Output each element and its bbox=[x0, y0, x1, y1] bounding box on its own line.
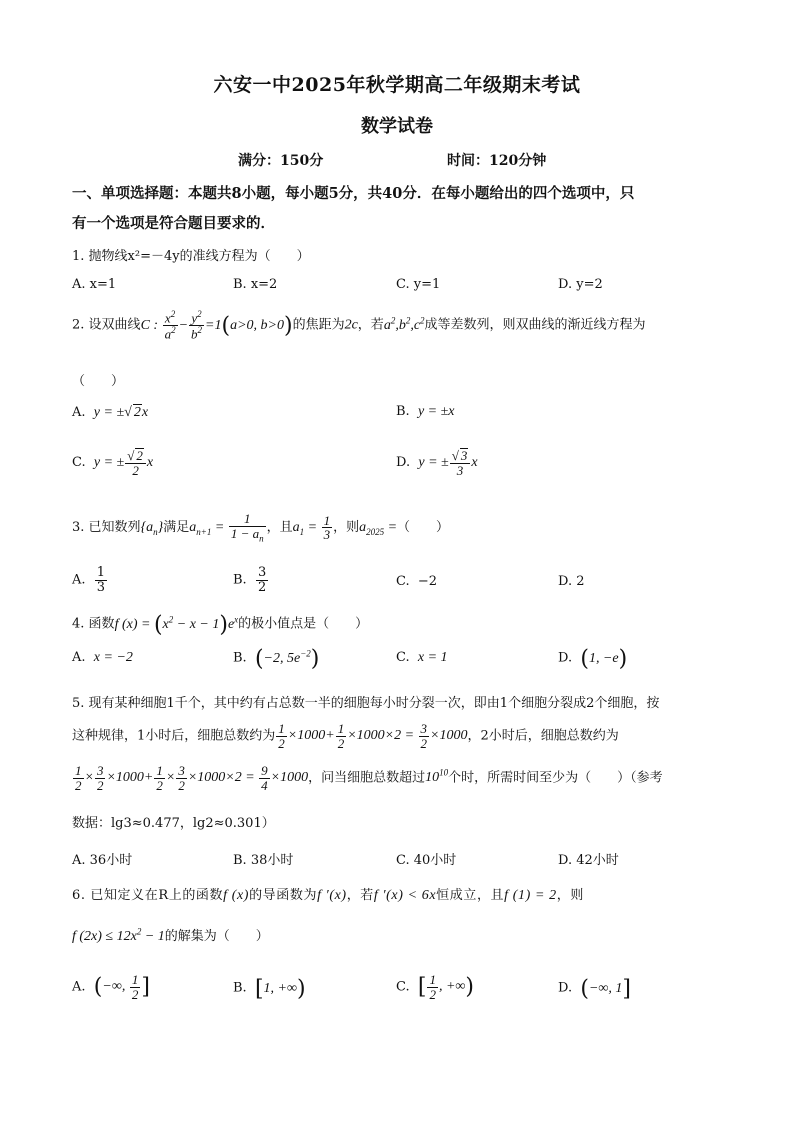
q4-option-a: A. x = −2 bbox=[72, 650, 133, 665]
q1-option-c: C. y=1 bbox=[396, 277, 441, 292]
exam-title: 六安一中2025年秋学期高二年级期末考试 bbox=[213, 74, 581, 96]
q1-option-d: D. y=2 bbox=[558, 277, 603, 292]
q1-option-a: A. x=1 bbox=[72, 277, 117, 292]
q3-option-b: B. $\frac{3}{2}$ bbox=[233, 565, 267, 595]
q2-paren: （ ） bbox=[72, 374, 125, 389]
q2-option-c: C. y = ± $\frac{√ 2}{2}$ x bbox=[72, 448, 154, 478]
q4-option-b: B. (−2, $5e^{-2}$) bbox=[233, 646, 320, 671]
q2-text-4: 成等差数列，则双曲线的渐近线方程为 bbox=[424, 317, 646, 333]
q2-text-2: 的焦距为 bbox=[292, 317, 345, 333]
q3-option-d: D. 2 bbox=[558, 574, 585, 589]
q2-option-b: B. y = ±x bbox=[396, 404, 455, 419]
q2-formula: C : $\frac{x^2}{a^2}$ − $\frac{y^2}{b^2}$ =1(a>0, b>0) bbox=[140, 309, 293, 342]
q5-line3: $\frac{1}{2}$ × $\frac{3}{2}$ ×1000+ $\frac{1}{2}$ × $\frac{3}{2}$ ×1000×2 = $\frac{9}{4}$ ×1000，问当细胞总数超过$10^{10}$个时，所需时间至少为（ ）（参考 bbox=[75, 763, 663, 793]
q1-stem: 1. 抛物线x²=－4y的准线方程为（ ） bbox=[72, 249, 310, 264]
q6-option-c: C. [ $\frac{1}{2}$ , +∞) bbox=[396, 972, 475, 1002]
q6-option-a: A. (−∞, $\frac{1}{2}$ ] bbox=[72, 972, 150, 1002]
q6-option-d: D. (−∞, 1] bbox=[558, 976, 631, 1001]
q2-stem: 2. 设双曲线C : $\frac{x^2}{a^2}$ − $\frac{y^2}{b^2}$ =1(a>0, b>0)的焦距为2c，若$a^2,b^2,c^2$成等差数列，则双曲线的渐近线方程为 bbox=[72, 309, 646, 342]
q2-text-1: 设双曲线 bbox=[88, 317, 141, 333]
q5-line2: 这种规律，1小时后，细胞总数约为 $\frac{1}{2}$ ×1000+ $\frac{1}{2}$ ×1000×2 = $\frac{3}{2}$ ×1000，2小时后，细胞总数约为 bbox=[72, 721, 619, 751]
section1-line1: 一、单项选择题：本题共8小题，每小题5分，共40分．在每小题给出的四个选项中，只 bbox=[72, 185, 635, 202]
q2-text-3: ，若 bbox=[357, 317, 384, 333]
q3-option-a: A. $\frac{1}{3}$ bbox=[72, 565, 106, 595]
q5-option-c: C. 40小时 bbox=[396, 853, 457, 868]
q4-option-d: D. (1, −e) bbox=[558, 646, 628, 671]
q2-num: 2. bbox=[72, 317, 85, 333]
q5-option-a: A. 36小时 bbox=[72, 853, 133, 868]
q6-option-b: B. [1, +∞) bbox=[233, 976, 306, 1001]
q1-option-b: B. x=2 bbox=[233, 277, 278, 292]
q6-line2: f $(2x) \le 12x^2 - 1$的解集为（ ） bbox=[72, 926, 269, 944]
score-label: 满分：150分 bbox=[238, 153, 324, 169]
section1-line2: 有一个选项是符合题目要求的． bbox=[72, 215, 275, 232]
q6-line1: 6. 已知定义在R上的函数f (x)的导函数为f ′(x)，若f ′(x) < 6x恒成立，且f (1) = 2，则 bbox=[72, 888, 584, 903]
q2-option-d: D. y = ± $\frac{√ 3}{3}$ x bbox=[396, 448, 478, 478]
q4-option-c: C. x = 1 bbox=[396, 650, 448, 665]
q5-option-b: B. 38小时 bbox=[233, 853, 294, 868]
exam-subtitle: 数学试卷 bbox=[361, 116, 433, 137]
q3-stem: 3. 已知数列$\{a_n\}$满足$a_{n+1}$ = $\frac{1}{1 - a_n}$ ，且$a_1$ = $\frac{1}{3}$ ，则$a_{2025}$ =（ ） bbox=[72, 511, 450, 544]
q3-option-c: C. −2 bbox=[396, 574, 438, 589]
q5-option-d: D. 42小时 bbox=[558, 853, 619, 868]
q5-line1: 5. 现有某种细胞1千个，其中约有占总数一半的细胞每小时分裂一次，即由1个细胞分裂成2个细胞，按 bbox=[72, 696, 660, 711]
q5-line4: 数据：lg3≈0.477，lg2≈0.301） bbox=[72, 816, 275, 831]
q2-option-a: A. y = ±√ 2x bbox=[72, 405, 149, 420]
time-label: 时间：120分钟 bbox=[447, 153, 547, 169]
q4-stem: 4. 函数f $(x) = (x^2 - x - 1)e^x$的极小值点是（ ） bbox=[72, 612, 369, 637]
